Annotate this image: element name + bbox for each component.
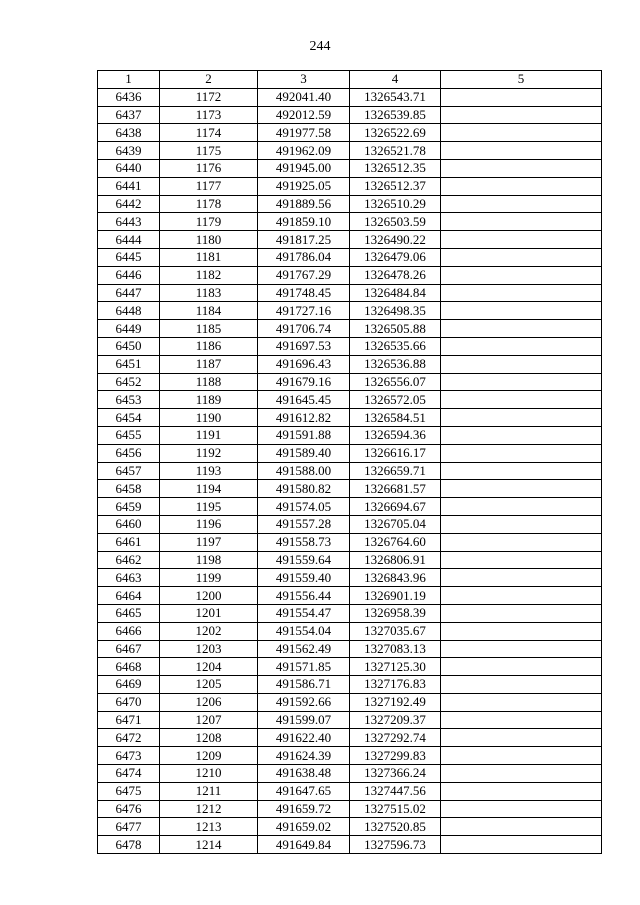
- table-cell: 6461: [98, 533, 160, 551]
- table-cell: [441, 284, 602, 302]
- table-cell: 6460: [98, 515, 160, 533]
- table-row: [98, 676, 602, 694]
- table-cell: [441, 818, 602, 836]
- table-cell: 1327515.02: [350, 800, 441, 818]
- table-cell: 1326490.22: [350, 231, 441, 249]
- table-cell: [441, 676, 602, 694]
- table-cell: 1191: [160, 426, 258, 444]
- table-cell: [441, 765, 602, 783]
- table-cell: 1186: [160, 337, 258, 355]
- table-cell: 6472: [98, 729, 160, 747]
- table-cell: 1190: [160, 409, 258, 427]
- table-cell: [441, 782, 602, 800]
- table-cell: 1214: [160, 836, 258, 854]
- table-cell: [441, 213, 602, 231]
- table-cell: 491925.05: [258, 177, 350, 195]
- table-cell: 491977.58: [258, 124, 350, 142]
- table-cell: 491649.84: [258, 836, 350, 854]
- table-cell: 6449: [98, 320, 160, 338]
- table-cell: [441, 747, 602, 765]
- table-cell: 6469: [98, 676, 160, 694]
- table-cell: 491767.29: [258, 266, 350, 284]
- table-cell: 1326543.71: [350, 88, 441, 106]
- table-cell: 491574.05: [258, 498, 350, 516]
- table-cell: 1172: [160, 88, 258, 106]
- table-cell: 1192: [160, 444, 258, 462]
- table-cell: 6458: [98, 480, 160, 498]
- table-cell: [441, 480, 602, 498]
- table-cell: 1327125.30: [350, 658, 441, 676]
- table-cell: [441, 444, 602, 462]
- table-cell: 1193: [160, 462, 258, 480]
- table-row: [98, 426, 602, 444]
- table-row: [98, 480, 602, 498]
- table-cell: 1201: [160, 604, 258, 622]
- table-row: [98, 355, 602, 373]
- table-cell: 1211: [160, 782, 258, 800]
- table-cell: 1176: [160, 159, 258, 177]
- table-cell: 1178: [160, 195, 258, 213]
- table-cell: 1326901.19: [350, 587, 441, 605]
- table-row: [98, 337, 602, 355]
- table-row: [98, 658, 602, 676]
- table-cell: 1326536.88: [350, 355, 441, 373]
- table-row: [98, 159, 602, 177]
- table-cell: [441, 142, 602, 160]
- table-cell: 491859.10: [258, 213, 350, 231]
- table-cell: 1327366.24: [350, 765, 441, 783]
- table-cell: [441, 658, 602, 676]
- table-cell: 1326843.96: [350, 569, 441, 587]
- table-cell: 1179: [160, 213, 258, 231]
- table-cell: 6453: [98, 391, 160, 409]
- table-cell: 6459: [98, 498, 160, 516]
- table-row: [98, 782, 602, 800]
- table-cell: 491562.49: [258, 640, 350, 658]
- table-cell: 6439: [98, 142, 160, 160]
- table-cell: 491645.45: [258, 391, 350, 409]
- table-row: [98, 765, 602, 783]
- table-cell: 491727.16: [258, 302, 350, 320]
- table-cell: 1212: [160, 800, 258, 818]
- table-cell: 491696.43: [258, 355, 350, 373]
- table-cell: 1198: [160, 551, 258, 569]
- table-cell: 491588.00: [258, 462, 350, 480]
- table-cell: 491554.47: [258, 604, 350, 622]
- table-cell: [441, 836, 602, 854]
- table-row: [98, 248, 602, 266]
- table-cell: 1326510.29: [350, 195, 441, 213]
- table-cell: 491697.53: [258, 337, 350, 355]
- table-cell: [441, 640, 602, 658]
- table-cell: 6470: [98, 693, 160, 711]
- table-row: [98, 711, 602, 729]
- table-cell: 491962.09: [258, 142, 350, 160]
- table-cell: 1209: [160, 747, 258, 765]
- table-cell: 1326498.35: [350, 302, 441, 320]
- table-cell: 6445: [98, 248, 160, 266]
- table-cell: 1326539.85: [350, 106, 441, 124]
- table-row: [98, 587, 602, 605]
- table-cell: 1204: [160, 658, 258, 676]
- table-cell: 6444: [98, 231, 160, 249]
- table-cell: 1196: [160, 515, 258, 533]
- table-cell: 491599.07: [258, 711, 350, 729]
- table-cell: 491748.45: [258, 284, 350, 302]
- table-cell: 1327035.67: [350, 622, 441, 640]
- table-cell: 1326958.39: [350, 604, 441, 622]
- table-row: [98, 266, 602, 284]
- table-cell: 6450: [98, 337, 160, 355]
- table-cell: 1213: [160, 818, 258, 836]
- table-cell: 491786.04: [258, 248, 350, 266]
- table-row: [98, 551, 602, 569]
- table-cell: 1326681.57: [350, 480, 441, 498]
- table-cell: 1326694.67: [350, 498, 441, 516]
- table-cell: [441, 587, 602, 605]
- table-cell: [441, 266, 602, 284]
- table-cell: 6474: [98, 765, 160, 783]
- table-cell: 6477: [98, 818, 160, 836]
- coordinates-table: [97, 70, 602, 854]
- column-header: 4: [350, 71, 441, 89]
- table-cell: 1203: [160, 640, 258, 658]
- table-cell: 6466: [98, 622, 160, 640]
- table-cell: [441, 711, 602, 729]
- table-cell: 1327520.85: [350, 818, 441, 836]
- table-row: [98, 124, 602, 142]
- table-cell: [441, 355, 602, 373]
- table-cell: 491556.44: [258, 587, 350, 605]
- table-cell: 6442: [98, 195, 160, 213]
- table-cell: 491580.82: [258, 480, 350, 498]
- table-cell: [441, 391, 602, 409]
- table-cell: [441, 337, 602, 355]
- table-cell: [441, 729, 602, 747]
- table-row: [98, 462, 602, 480]
- table-cell: 6436: [98, 88, 160, 106]
- table-cell: [441, 409, 602, 427]
- table-cell: 1327299.83: [350, 747, 441, 765]
- table-row: [98, 640, 602, 658]
- table-cell: 491622.40: [258, 729, 350, 747]
- table-cell: 1183: [160, 284, 258, 302]
- table-row: [98, 818, 602, 836]
- table-cell: 1182: [160, 266, 258, 284]
- table-cell: 6443: [98, 213, 160, 231]
- table-cell: 491679.16: [258, 373, 350, 391]
- table-cell: 491659.02: [258, 818, 350, 836]
- table-cell: 1180: [160, 231, 258, 249]
- table-cell: 1327292.74: [350, 729, 441, 747]
- table-cell: 1177: [160, 177, 258, 195]
- table-cell: [441, 498, 602, 516]
- table-cell: [441, 248, 602, 266]
- table-cell: 491638.48: [258, 765, 350, 783]
- table-body: [98, 88, 602, 853]
- table-cell: [441, 373, 602, 391]
- table-cell: 1189: [160, 391, 258, 409]
- table-row: [98, 231, 602, 249]
- table-cell: 491558.73: [258, 533, 350, 551]
- table-cell: 1206: [160, 693, 258, 711]
- table-cell: 6457: [98, 462, 160, 480]
- table-cell: 1181: [160, 248, 258, 266]
- table-row: [98, 533, 602, 551]
- table-cell: 1326616.17: [350, 444, 441, 462]
- table-cell: 492041.40: [258, 88, 350, 106]
- table-cell: 6462: [98, 551, 160, 569]
- column-header: 1: [98, 71, 160, 89]
- table-cell: 1327596.73: [350, 836, 441, 854]
- table-cell: 491554.04: [258, 622, 350, 640]
- table-row: [98, 177, 602, 195]
- table-cell: [441, 462, 602, 480]
- table-row: [98, 142, 602, 160]
- table-cell: 1199: [160, 569, 258, 587]
- table-cell: 1205: [160, 676, 258, 694]
- table-cell: 1327083.13: [350, 640, 441, 658]
- table-cell: [441, 320, 602, 338]
- table-cell: 1202: [160, 622, 258, 640]
- table-cell: 6476: [98, 800, 160, 818]
- table-row: [98, 284, 602, 302]
- table-cell: 6452: [98, 373, 160, 391]
- table-cell: 6446: [98, 266, 160, 284]
- table-cell: 491571.85: [258, 658, 350, 676]
- table-cell: 1326522.69: [350, 124, 441, 142]
- table-cell: 491945.00: [258, 159, 350, 177]
- table-cell: [441, 231, 602, 249]
- table-row: [98, 729, 602, 747]
- table-cell: 491647.65: [258, 782, 350, 800]
- table-cell: 6440: [98, 159, 160, 177]
- table-cell: 6441: [98, 177, 160, 195]
- table-row: [98, 693, 602, 711]
- table-cell: 1194: [160, 480, 258, 498]
- table-cell: [441, 569, 602, 587]
- table-cell: 492012.59: [258, 106, 350, 124]
- table-cell: 1326594.36: [350, 426, 441, 444]
- table-cell: 1210: [160, 765, 258, 783]
- table-cell: [441, 88, 602, 106]
- table-cell: 1326505.88: [350, 320, 441, 338]
- table-cell: 491612.82: [258, 409, 350, 427]
- table-cell: 491589.40: [258, 444, 350, 462]
- table-cell: 6473: [98, 747, 160, 765]
- table-cell: [441, 302, 602, 320]
- table-cell: [441, 159, 602, 177]
- table-cell: 6447: [98, 284, 160, 302]
- table-row: [98, 88, 602, 106]
- column-header: 3: [258, 71, 350, 89]
- table-cell: 1327447.56: [350, 782, 441, 800]
- table-row: [98, 409, 602, 427]
- table-cell: [441, 515, 602, 533]
- table-row: [98, 320, 602, 338]
- table-cell: 1326478.26: [350, 266, 441, 284]
- table-cell: 491659.72: [258, 800, 350, 818]
- table-cell: 1326503.59: [350, 213, 441, 231]
- table-row: [98, 444, 602, 462]
- table-cell: 1208: [160, 729, 258, 747]
- table-cell: 1326521.78: [350, 142, 441, 160]
- table-cell: 6438: [98, 124, 160, 142]
- table-cell: 6475: [98, 782, 160, 800]
- table-cell: 1326659.71: [350, 462, 441, 480]
- page-number: 244: [309, 39, 331, 54]
- table-cell: 1326572.05: [350, 391, 441, 409]
- table-cell: 1200: [160, 587, 258, 605]
- table-cell: 491889.56: [258, 195, 350, 213]
- table-header-row: [98, 71, 602, 89]
- table-row: [98, 515, 602, 533]
- table-cell: 1197: [160, 533, 258, 551]
- table-row: [98, 498, 602, 516]
- table-row: [98, 213, 602, 231]
- table-cell: 491591.88: [258, 426, 350, 444]
- table-cell: 6437: [98, 106, 160, 124]
- table-cell: 1327176.83: [350, 676, 441, 694]
- table-cell: 491817.25: [258, 231, 350, 249]
- table-row: [98, 747, 602, 765]
- table-cell: 1326535.66: [350, 337, 441, 355]
- table-cell: 6456: [98, 444, 160, 462]
- table-cell: 491624.39: [258, 747, 350, 765]
- table-cell: [441, 124, 602, 142]
- table-cell: 1326764.60: [350, 533, 441, 551]
- table-cell: 6454: [98, 409, 160, 427]
- table-cell: 1184: [160, 302, 258, 320]
- table-cell: 6471: [98, 711, 160, 729]
- table-cell: 1195: [160, 498, 258, 516]
- table-row: [98, 195, 602, 213]
- table-cell: [441, 533, 602, 551]
- table-cell: 1207: [160, 711, 258, 729]
- table-row: [98, 391, 602, 409]
- table-cell: 1327209.37: [350, 711, 441, 729]
- table-cell: [441, 622, 602, 640]
- table-cell: 1187: [160, 355, 258, 373]
- table-cell: 491592.66: [258, 693, 350, 711]
- table-row: [98, 106, 602, 124]
- table-cell: 491559.64: [258, 551, 350, 569]
- table-cell: [441, 604, 602, 622]
- table-row: [98, 373, 602, 391]
- table-row: [98, 800, 602, 818]
- table-row: [98, 302, 602, 320]
- table-cell: [441, 551, 602, 569]
- table-cell: 6448: [98, 302, 160, 320]
- table-cell: 1327192.49: [350, 693, 441, 711]
- table-cell: 6467: [98, 640, 160, 658]
- table-cell: [441, 177, 602, 195]
- table-cell: 1188: [160, 373, 258, 391]
- table-cell: 491557.28: [258, 515, 350, 533]
- table-cell: 1326556.07: [350, 373, 441, 391]
- table-cell: 491559.40: [258, 569, 350, 587]
- table-cell: [441, 426, 602, 444]
- table-cell: 1174: [160, 124, 258, 142]
- table-cell: 491706.74: [258, 320, 350, 338]
- table-row: [98, 622, 602, 640]
- column-header: 2: [160, 71, 258, 89]
- table-cell: 6478: [98, 836, 160, 854]
- table-cell: [441, 800, 602, 818]
- table-cell: 6463: [98, 569, 160, 587]
- table-cell: 1326705.04: [350, 515, 441, 533]
- column-header: 5: [441, 71, 602, 89]
- table-cell: 1326584.51: [350, 409, 441, 427]
- table-cell: [441, 195, 602, 213]
- table-cell: 1326484.84: [350, 284, 441, 302]
- table-cell: 491586.71: [258, 676, 350, 694]
- table-row: [98, 604, 602, 622]
- table-cell: 6465: [98, 604, 160, 622]
- table-cell: 6451: [98, 355, 160, 373]
- table-row: [98, 569, 602, 587]
- table-cell: 1185: [160, 320, 258, 338]
- table-cell: 1326806.91: [350, 551, 441, 569]
- table-cell: 6455: [98, 426, 160, 444]
- table-cell: [441, 106, 602, 124]
- table-cell: 6464: [98, 587, 160, 605]
- table-row: [98, 836, 602, 854]
- table-cell: [441, 693, 602, 711]
- table-cell: 1175: [160, 142, 258, 160]
- table-cell: 1326512.35: [350, 159, 441, 177]
- table-cell: 1326479.06: [350, 248, 441, 266]
- table-cell: 1173: [160, 106, 258, 124]
- table-cell: 1326512.37: [350, 177, 441, 195]
- table-cell: 6468: [98, 658, 160, 676]
